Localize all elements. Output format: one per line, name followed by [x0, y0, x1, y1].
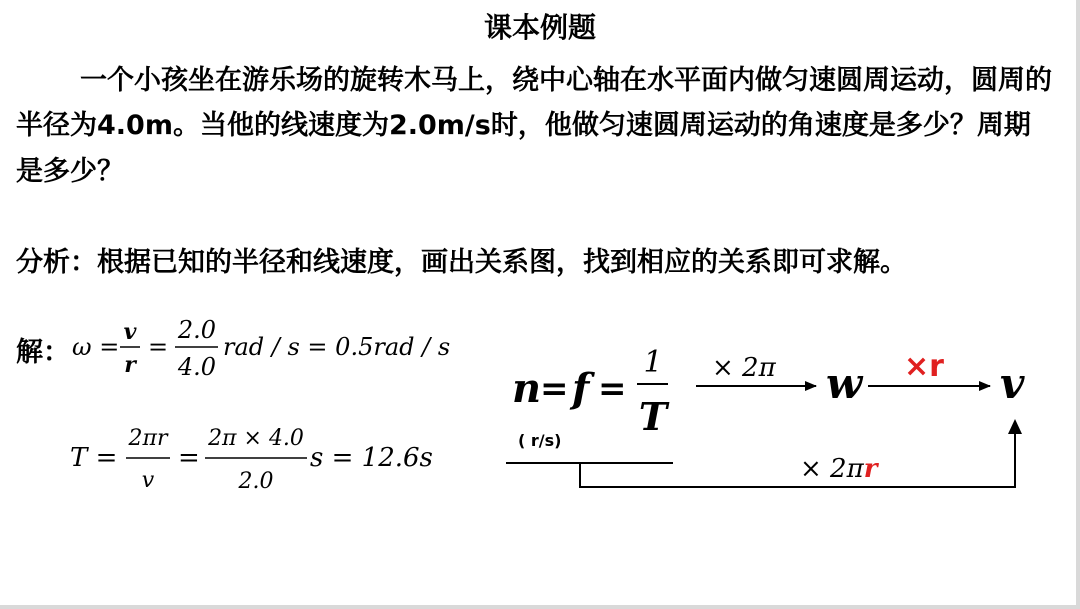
problem-statement: 一个小孩坐在游乐场的旋转木马上，绕中心轴在水平面内做匀速圆周运动，圆周的半径为4.0m。当他的线速度为2.0m/s时，他做匀速圆周运动的角速度是多少？周期是多少？ — [16, 65, 1052, 187]
period-frac1-den: v — [141, 468, 155, 493]
period-frac1-num: 2πr — [128, 426, 168, 451]
relationship-diagram — [500, 340, 1040, 500]
bottom-label: × 2πr — [800, 454, 878, 484]
omega-frac2-den: 4.0 — [177, 353, 217, 381]
period-result: s = 12.6s — [310, 443, 433, 473]
period-eq2: = — [178, 443, 200, 473]
diagram-eq2: = — [598, 369, 627, 409]
period-frac2-den: 2.0 — [238, 469, 274, 494]
slide-title: 课本例题 — [483, 11, 596, 44]
diagram-f: f — [572, 365, 590, 412]
omega-result: rad / s = 0.5rad / s — [223, 333, 451, 361]
diagram-n: n — [512, 365, 542, 412]
diagram-unit: ( r/s) — [518, 431, 562, 450]
period-equation — [70, 420, 450, 500]
omega-eq2: = — [148, 333, 169, 361]
feedback-arrowhead — [1008, 419, 1022, 434]
diagram-frac-den: T — [638, 394, 668, 439]
omega-frac2-num: 2.0 — [177, 316, 217, 344]
arrow1-label: × 2π — [712, 353, 776, 383]
diagram-w: w — [826, 359, 863, 408]
period-frac2-num: 2π × 4.0 — [208, 426, 304, 451]
period-lhs: T = — [70, 443, 118, 473]
omega-lhs: ω = — [72, 333, 120, 361]
omega-frac1-den: r — [124, 352, 136, 378]
omega-equation — [72, 312, 472, 384]
analysis-text: 分析：根据已知的半径和线速度，画出关系图，找到相应的关系即可求解。 — [16, 247, 907, 278]
omega-frac1-num: v — [123, 319, 137, 345]
arrow2-label: ×r — [904, 349, 944, 384]
diagram-v: v — [1000, 359, 1025, 408]
diagram-eq1: = — [540, 369, 569, 409]
solution-label: 解： — [16, 337, 70, 368]
diagram-frac-num: 1 — [643, 345, 663, 380]
